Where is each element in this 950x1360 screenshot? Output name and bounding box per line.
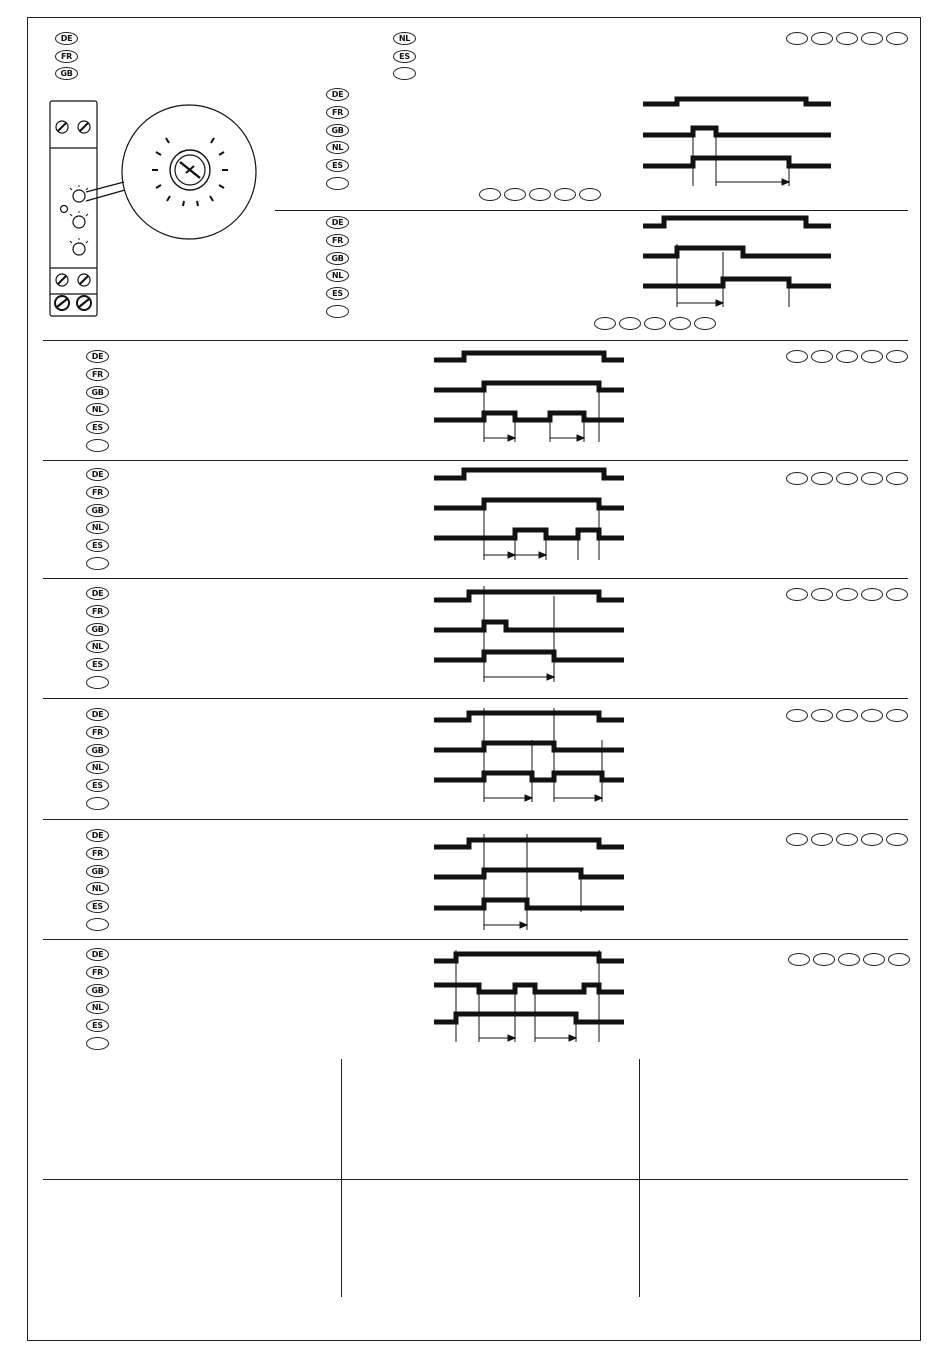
lang-badge-nl: NL	[393, 32, 416, 45]
lang-badge-fr: FR	[55, 50, 78, 63]
lang-badge-es: ES	[86, 779, 109, 792]
lang-badge-gb: GB	[86, 984, 109, 997]
lang-badge-gb: GB	[86, 744, 109, 757]
lang-badge-de: DE	[86, 829, 109, 842]
lang-badge-de: DE	[326, 216, 349, 229]
lang-badge-de: DE	[86, 468, 109, 481]
lang-badge-fr: FR	[86, 605, 109, 618]
lang-badge-es: ES	[86, 421, 109, 434]
lang-badge-es: ES	[326, 287, 349, 300]
lang-badge-fr: FR	[86, 966, 109, 979]
lang-badge-es: ES	[86, 900, 109, 913]
lang-badge-gb: GB	[86, 504, 109, 517]
lang-badge-nl: NL	[326, 269, 349, 282]
lang-badge-de: DE	[86, 948, 109, 961]
lang-badge-nl: NL	[86, 521, 109, 534]
lang-badge-fr: FR	[86, 486, 109, 499]
lang-badge-gb: GB	[86, 386, 109, 399]
lang-badge-fr: FR	[86, 847, 109, 860]
table-column-divider	[341, 1059, 342, 1297]
lang-badge-es: ES	[86, 539, 109, 552]
table-row-divider	[43, 1179, 908, 1180]
lang-badge-nl: NL	[86, 640, 109, 653]
lang-badge-nl: NL	[326, 141, 349, 154]
lang-badge-gb: GB	[86, 623, 109, 636]
lang-badge-nl: NL	[86, 403, 109, 416]
lang-badge-nl: NL	[86, 882, 109, 895]
lang-badge-es: ES	[86, 1019, 109, 1032]
lang-badge-es: ES	[86, 658, 109, 671]
lang-badge-de: DE	[55, 32, 78, 45]
lang-badge-de: DE	[326, 88, 349, 101]
lang-badge-de: DE	[86, 350, 109, 363]
lang-badge-nl: NL	[86, 1001, 109, 1014]
lang-badge-fr: FR	[326, 106, 349, 119]
lang-badge-gb: GB	[326, 124, 349, 137]
lang-badge-nl: NL	[86, 761, 109, 774]
lang-badge-es: ES	[393, 50, 416, 63]
lang-badge-de: DE	[86, 708, 109, 721]
table-column-divider	[639, 1059, 640, 1297]
lang-badge-fr: FR	[86, 368, 109, 381]
lang-badge-fr: FR	[86, 726, 109, 739]
lang-badge-gb: GB	[86, 865, 109, 878]
lang-badge-fr: FR	[326, 234, 349, 247]
lang-badge-gb: GB	[55, 67, 78, 80]
lang-badge-gb: GB	[326, 252, 349, 265]
lang-badge-de: DE	[86, 587, 109, 600]
lang-badge-es: ES	[326, 159, 349, 172]
